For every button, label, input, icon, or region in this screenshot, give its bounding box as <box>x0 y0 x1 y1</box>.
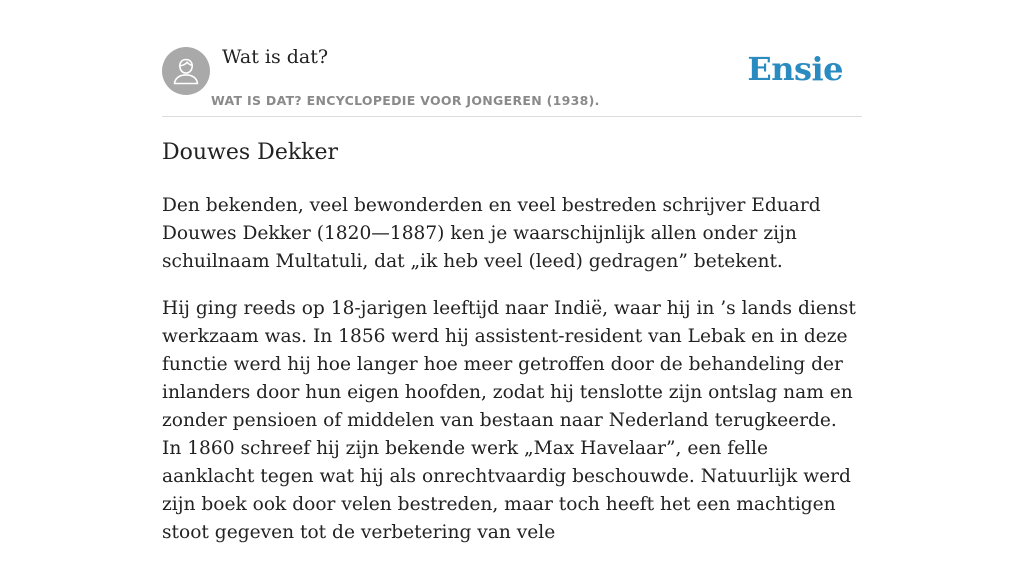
user-icon <box>162 47 210 95</box>
article-paragraph-1: Den bekenden, veel bewonderden en veel bestreden schrijver Eduard Douwes Dekker (1820—1887) ken je waarschijnlijk allen onder zijn schuilnaam Multatuli, dat „ik heb veel (leed) gedragen” betekent. <box>162 195 821 272</box>
source-avatar[interactable] <box>162 47 210 95</box>
article-paragraph-2: Hij ging reeds op 18-jarigen leeftijd naar Indië, waar hij in ’s lands dienst werkzaam was. In 1856 werd hij assistent-resident van Lebak en in deze functie werd hij hoe langer hoe meer getroffen door de behandeling der inlanders door hun eigen hoofden, zodat hij tenslotte zijn ontslag nam en zonder pensioen of middelen van bestaan naar Nederland terugkeerde. In 1860 schreef hij zijn bekende werk „Max Havelaar”, een felle aanklacht tegen wat hij als onrechtvaardig beschouwde. Natuurlijk werd zijn boek ook door velen bestreden, maar toch heeft het een machtigen stoot gegeven tot de verbetering van vele <box>162 298 856 543</box>
ensie-logo[interactable]: Ensie <box>747 50 843 88</box>
article-title: Douwes Dekker <box>162 140 339 165</box>
source-header <box>162 0 862 117</box>
article-body <box>162 192 862 566</box>
source-subtitle[interactable]: WAT IS DAT? ENCYCLOPEDIE VOOR JONGEREN (1938). <box>211 93 600 108</box>
page-container <box>162 0 862 543</box>
source-title[interactable]: Wat is dat? <box>222 46 329 68</box>
